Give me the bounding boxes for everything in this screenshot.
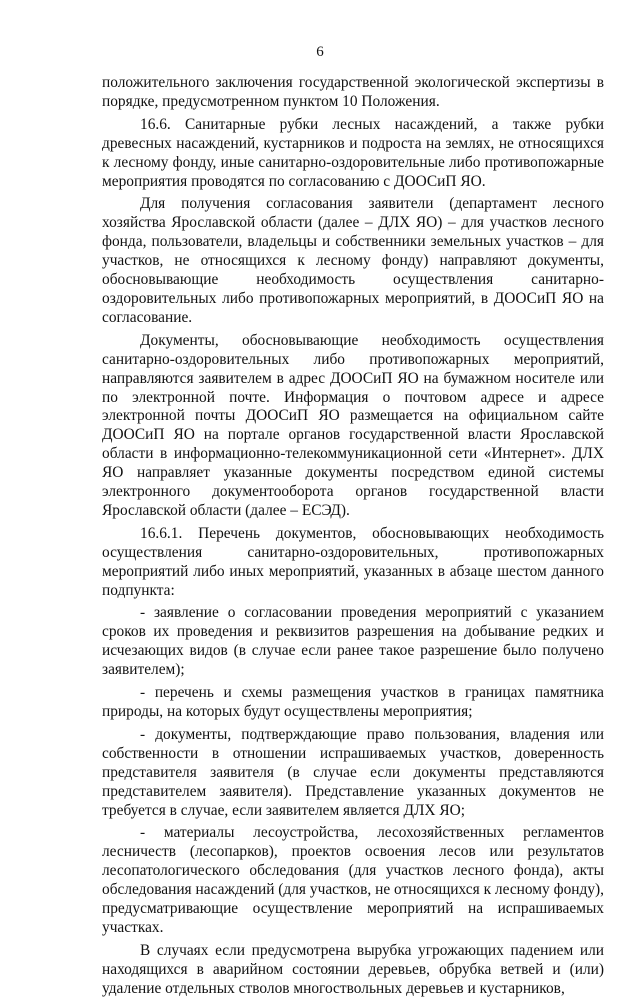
- paragraph: 16.6. Санитарные рубки лесных насаждений, а также рубки древесных насаждений, кустарников и подроста на землях, не относящихся к лесному фонду, иные санитарно-оздоровительные либо противопожарные мероприятия проводятся по согласованию с ДООСиП ЯО.: [102, 115, 604, 190]
- paragraph: Для получения согласования заявители (департамент лесного хозяйства Ярославской области (далее – ДЛХ ЯО) – для участков лесного фонда, пользователи, владельцы и собственники земельных участков – для участков, не относящихся к лесному фонду) направляют документы, обосновывающие необходимость осуществления санитарно-оздоровительных либо противопожарных мероприятий, в ДООСиП ЯО на согласование.: [102, 195, 604, 326]
- list-item: - перечень и схемы размещения участков в границах памятника природы, на которых будут осуществлены мероприятия;: [102, 684, 604, 720]
- list-item: - документы, подтверждающие право пользования, владения или собственности в отношении испрашиваемых участков, доверенность представителя заявителя (в случае если документы представляются представителем заявителя). Представление указанных документов не требуется в случае, если заявителем является ДЛХ ЯО;: [102, 725, 604, 819]
- page-number: 6: [316, 44, 324, 60]
- paragraph: 16.6.1. Перечень документов, обосновывающих необходимость осуществления санитарно-оздоровительных, противопожарных мероприятий либо иных мероприятий, указанных в абзаце шестом данного подпункта:: [102, 524, 604, 599]
- paragraph: В случаях если предусмотрена вырубка угрожающих падением или находящихся в аварийном состоянии деревьев, обрубка ветвей и (или) удаление отдельных стволов многоствольных деревьев и кустарников,: [102, 941, 604, 997]
- paragraph: положительного заключения государственной экологической экспертизы в порядке, предусмотренном пунктом 10 Положения.: [102, 74, 604, 110]
- list-item: - материалы лесоустройства, лесохозяйственных регламентов лесничеств (лесопарков), проектов освоения лесов или результатов лесопатологического обследования (для участков лесного фонда), акты обследования насаждений (для участков, не относящихся к лесному фонду), предусматривающие осуществление мероприятий на испрашиваемых участках.: [102, 824, 604, 936]
- paragraph: Документы, обосновывающие необходимость осуществления санитарно-оздоровительных либо противопожарных мероприятий, направляются заявителем в адрес ДООСиП ЯО на бумажном носителе или по электронной почте. Информация о почтовом адресе и адресе электронной почты ДООСиП ЯО размещается на официальном сайте ДООСиП ЯО на портале органов государственной власти Ярославской области в информационно-телекоммуникационной сети «Интернет». ДЛХ ЯО направляет указанные документы посредством единой системы электронного документооборота органов государственной власти Ярославской области (далее – ЕСЭД).: [102, 331, 604, 519]
- list-item: - заявление о согласовании проведения мероприятий с указанием сроков их проведения и реквизитов разрешения на добывание редких и исчезающих видов (в случае если ранее такое разрешение было получено заявителем);: [102, 604, 604, 679]
- document-body: [102, 74, 604, 999]
